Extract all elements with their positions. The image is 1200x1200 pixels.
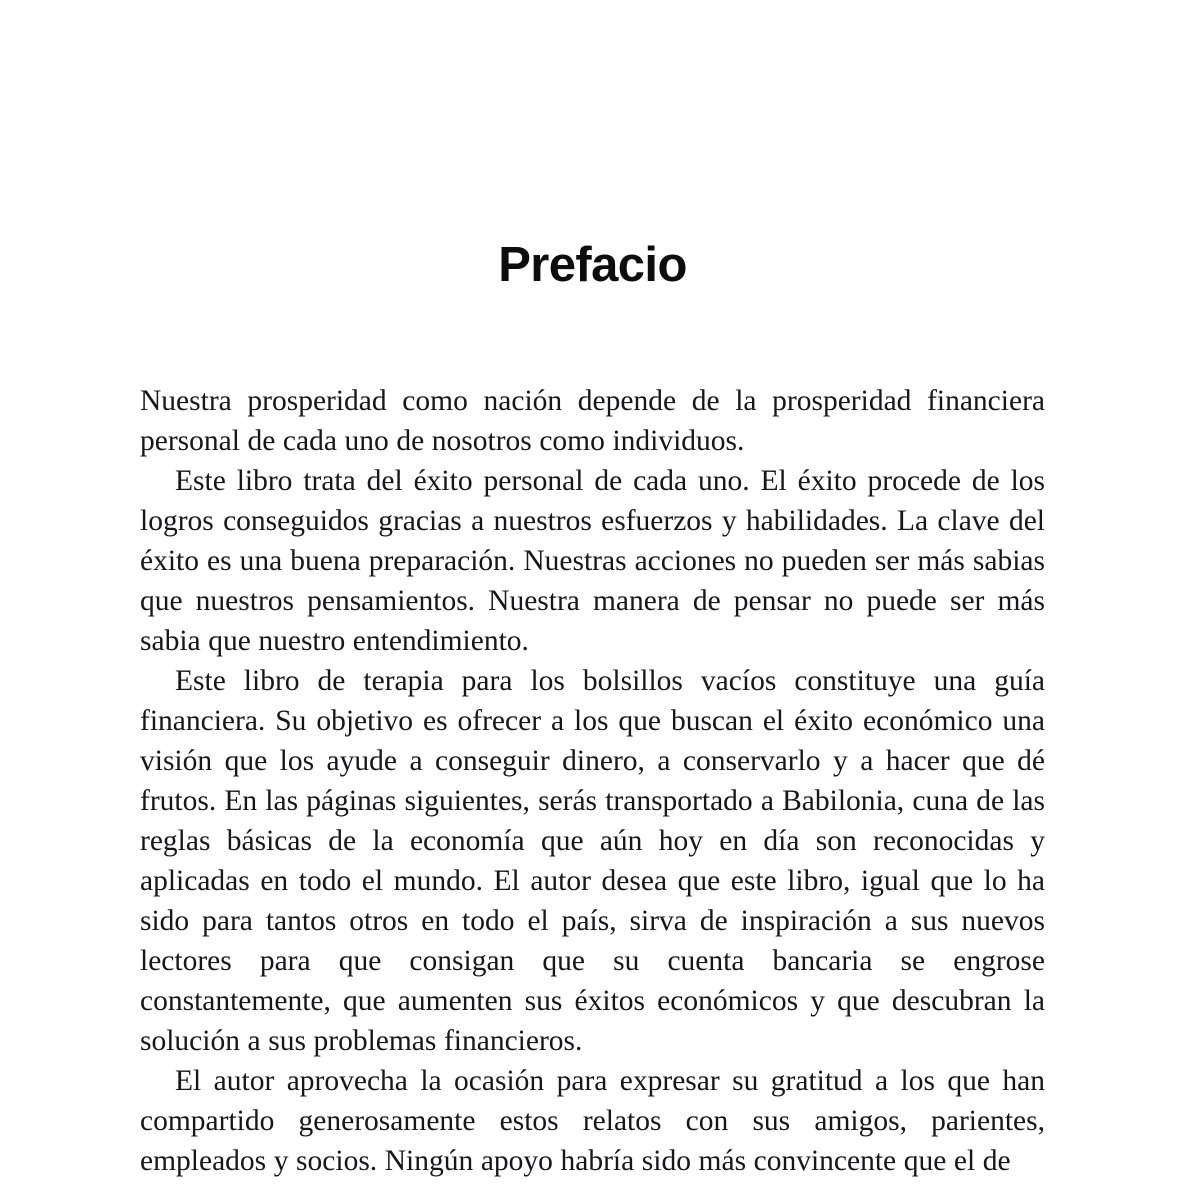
paragraph: Este libro trata del éxito personal de cada uno. El éxito procede de los logros conseguidos gracias a nuestros esfuerzos y habilidades. La clave del éxito es una buena preparación. Nuestras acciones no pueden ser más sabias que nuestros pensamientos. Nuestra manera de pensar no puede ser más sabia que nuestro entendimiento. [140,465,1045,657]
body-text-block [140,381,1045,1181]
paragraph: El autor aprovecha la ocasión para expresar su gratitud a los que han compartido generosamente estos relatos con sus amigos, parientes, empleados y socios. Ningún apoyo habría sido más convincente que el de [140,1065,1045,1177]
paragraph: Nuestra prosperidad como nación depende de la prosperidad financiera personal de cada uno de nosotros como individuos. [140,385,1045,457]
paragraph: Este libro de terapia para los bolsillos vacíos constituye una guía financiera. Su objetivo es ofrecer a los que buscan el éxito económico una visión que los ayude a conseguir dinero, a conservarlo y a hacer que dé frutos. En las páginas siguientes, serás transportado a Babilonia, cuna de las reglas básicas de la economía que aún hoy en día son reconocidas y aplicadas en todo el mundo. El autor desea que este libro, igual que lo ha sido para tantos otros en todo el país, sirva de inspiración a sus nuevos lectores para que consigan que su cuenta bancaria se engrose constantemente, que aumenten sus éxitos económicos y que descubran la solución a sus problemas financieros. [140,665,1045,1057]
page-title: Prefacio [498,237,687,292]
